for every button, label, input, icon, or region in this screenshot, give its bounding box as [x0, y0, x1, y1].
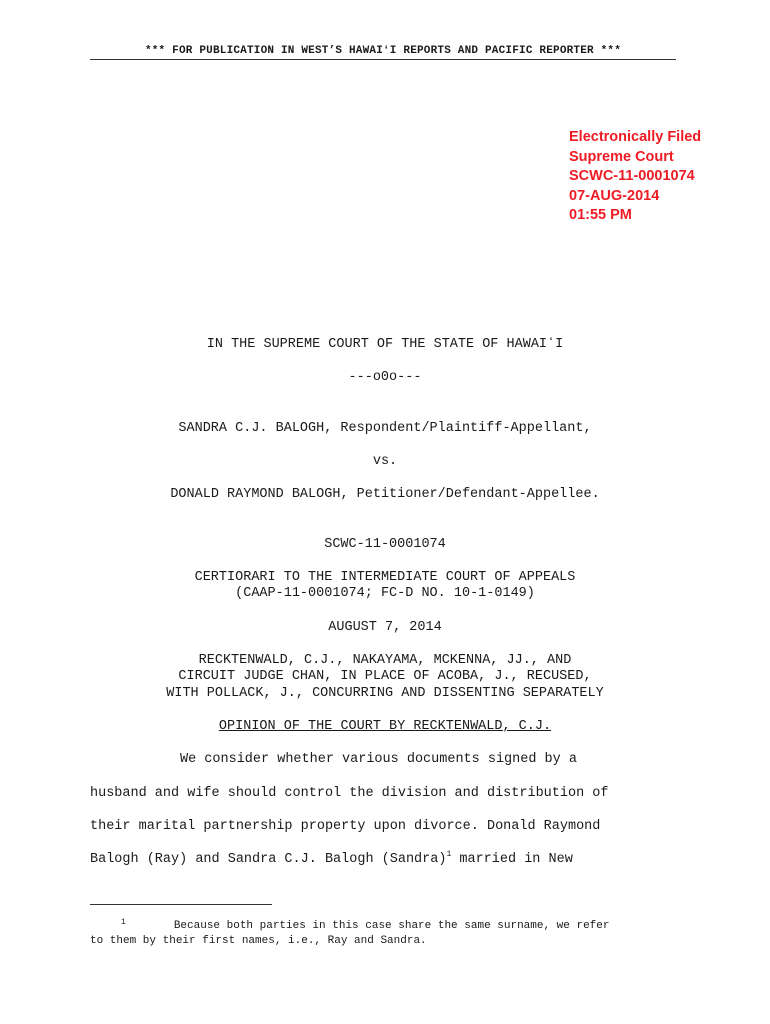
stamp-line: SCWC-11-0001074 [569, 168, 695, 185]
filing-stamp [569, 128, 701, 226]
body-line: their marital partnership property upon divorce. Donald Raymond [90, 819, 601, 834]
publication-header: *** FOR PUBLICATION IN WEST’S HAWAIʻI REPORTS AND PACIFIC REPORTER *** [144, 45, 622, 57]
body-line [90, 852, 573, 867]
opinion-title-text: OPINION OF THE COURT BY RECKTENWALD, C.J. [218, 719, 552, 734]
opinion-title [90, 719, 680, 736]
versus: vs. [372, 454, 398, 469]
footnote-text: Because both parties in this case share the same surname, we refer [173, 920, 610, 932]
body-line: We consider whether various documents signed by a [180, 752, 577, 767]
body-text: Balogh (Ray) and Sandra C.J. Balogh (Sandra) [90, 852, 447, 867]
footnote-number: 1 [121, 918, 126, 927]
separator: ---o0o--- [348, 370, 422, 385]
judges-line: WITH POLLACK, J., CONCURRING AND DISSENTING SEPARATELY [166, 686, 604, 701]
party-defendant: DONALD RAYMOND BALOGH, Petitioner/Defendant-Appellee. [170, 487, 600, 502]
footnote-first-line [121, 920, 609, 932]
court-name: IN THE SUPREME COURT OF THE STATE OF HAWAIʻI [206, 337, 564, 352]
footnote-ref[interactable]: 1 [446, 850, 452, 859]
decision-date: AUGUST 7, 2014 [328, 620, 442, 635]
stamp-line: Supreme Court [569, 148, 674, 165]
certiorari-line: CERTIORARI TO THE INTERMEDIATE COURT OF APPEALS [194, 570, 576, 585]
body-line: husband and wife should control the division and distribution of [90, 786, 609, 801]
footnote-text: to them by their first names, i.e., Ray and Sandra. [90, 935, 427, 947]
body-text: married in New [451, 852, 573, 867]
footnote-rule [90, 904, 272, 905]
stamp-line: 01:55 PM [569, 207, 632, 224]
party-plaintiff: SANDRA C.J. BALOGH, Respondent/Plaintiff-Appellant, [178, 421, 592, 436]
stamp-line: Electronically Filed [569, 129, 702, 145]
judges-line: CIRCUIT JUDGE CHAN, IN PLACE OF ACOBA, J., RECUSED, [178, 669, 592, 684]
stamp-line: 07-AUG-2014 [569, 187, 660, 204]
judges-line: RECKTENWALD, C.J., NAKAYAMA, MCKENNA, JJ., AND [198, 653, 572, 668]
header-rule [90, 59, 676, 60]
certiorari-line: (CAAP-11-0001074; FC-D NO. 10-1-0149) [235, 586, 535, 601]
case-number: SCWC-11-0001074 [324, 537, 446, 552]
